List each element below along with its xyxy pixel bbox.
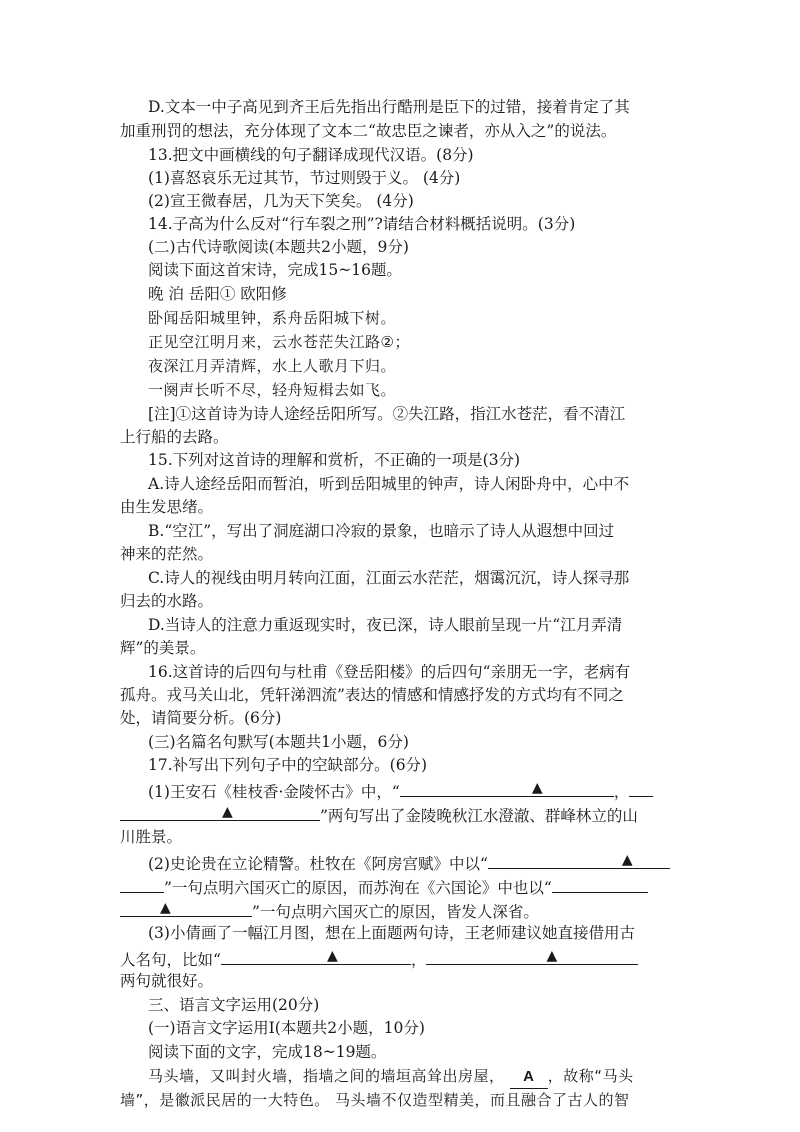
answer-blank[interactable] (426, 946, 638, 965)
section-language-heading: 三、语言文字运用(20分) (148, 996, 320, 1014)
question-17-part-3-line-3: 两句就很好。 (120, 972, 214, 990)
passage-line-1-text: 马头墙，又叫封火墙，指墙之间的墙垣高耸出房屋， (148, 1067, 505, 1085)
answer-blank[interactable] (488, 850, 670, 869)
poem-note-line-2: 上行船的去路。 (120, 428, 229, 446)
option-a-line-1: A.诗人途经岳阳而暂泊，听到岳阳城里的钟声，诗人闲卧舟中，心中不 (148, 475, 630, 493)
option-d-line-1: D.文本一中子高见到齐王后先指出行酷刑是臣下的过错，接着肯定了其 (148, 98, 630, 116)
question-17-part-3-line-2 (120, 946, 638, 971)
option-d15-line-1: D.当诗人的注意力重返现实时，夜已深，诗人眼前呈现一片“江月弄清 (148, 616, 623, 634)
option-b-line-2: 神来的茫然。 (120, 545, 214, 563)
section-dictation-heading: (三)名篇名句默写(本题共1小题，6分) (148, 733, 409, 751)
option-c-line-2: 归去的水路。 (120, 592, 214, 610)
triangle-marker: ▲ (160, 900, 171, 916)
section-language-1-heading: (一)语言文字运用Ⅰ(本题共2小题，10分) (148, 1019, 425, 1037)
question-17-part-2-line-2 (120, 874, 648, 899)
question-16-line-3: 处，请简要分析。(6分) (120, 709, 282, 727)
option-b-line-1: B.“空江”，写出了洞庭湖口冷寂的景象，也暗示了诗人从遐想中回过 (148, 522, 615, 540)
q17-3-prompt: 人名句，比如“ (120, 951, 221, 969)
q17-2-middle: ”一句点明六国灭亡的原因，而苏洵在《六国论》中也以“ (164, 879, 552, 897)
question-17-part-2-line-3 (120, 898, 539, 923)
question-17-part-1-line-3: 川胜景。 (120, 828, 183, 846)
poem-line-4: 一阕声长听不尽，轻舟短楫去如飞。 (148, 381, 397, 399)
poetry-instruction: 阅读下面这首宋诗，完成15~16题。 (148, 261, 402, 279)
option-d-line-2: 加重刑罚的想法，充分体现了文本二“故忠臣之谏者，亦从入之”的说法。 (120, 122, 617, 140)
passage-line-1 (148, 1065, 634, 1089)
answer-blank[interactable] (629, 778, 653, 797)
q17-2-prompt: (2)史论贵在立论精警。杜牧在《阿房宫赋》中以“ (148, 855, 488, 873)
question-16-line-1: 16.这首诗的后四句与杜甫《登岳阳楼》的后四句“亲朋无一字，老病有 (148, 663, 631, 681)
option-d15-line-2: 辉”的美景。 (120, 639, 206, 657)
poem-title: 晚 泊 岳阳① 欧阳修 (148, 285, 287, 303)
answer-blank[interactable] (120, 874, 164, 893)
poem-line-1: 卧闻岳阳城里钟，系舟岳阳城下树。 (148, 309, 397, 327)
poem-line-2: 正见空江明月来，云水苍茫失江路②； (148, 333, 410, 351)
poem-line-3: 夜深江月弄清辉，水上人歌月下归。 (148, 357, 397, 375)
answer-blank[interactable] (221, 946, 411, 965)
question-17-part-1-line-2 (120, 802, 638, 827)
triangle-marker: ▲ (546, 948, 558, 964)
q17-1-prompt: (1)王安石《桂枝香·金陵怀古》中，“ (148, 783, 400, 801)
question-17-part-1-line-1 (148, 778, 653, 803)
option-c-line-1: C.诗人的视线由明月转向江面，江面云水茫茫，烟霭沉沉，诗人探寻那 (148, 569, 630, 587)
answer-blank[interactable] (552, 874, 648, 893)
question-17-part-2-line-1 (148, 850, 670, 875)
triangle-marker: ▲ (621, 852, 633, 868)
answer-blank[interactable] (120, 802, 320, 821)
question-15: 15.下列对这首诗的理解和赏析，不正确的一项是(3分) (148, 451, 521, 469)
answer-blank[interactable] (120, 898, 252, 917)
question-13: 13.把文中画横线的句子翻译成现代汉语。(8分) (148, 146, 474, 164)
language-instruction: 阅读下面的文字，完成18~19题。 (148, 1043, 387, 1061)
triangle-marker: ▲ (531, 780, 543, 796)
question-14: 14.子高为什么反对“行车裂之刑”?请结合材料概括说明。(3分) (148, 215, 576, 233)
question-13-part-2: (2)宣王微春居，几为天下笑矣。 (4分) (148, 192, 414, 210)
triangle-marker: ▲ (326, 948, 338, 964)
answer-blank[interactable] (400, 778, 614, 797)
passage-line-2: 墙”，是徽派民居的一大特色。 马头墙不仅造型精美，而且融合了古人的智 (120, 1091, 630, 1109)
q17-1-comma: ， (613, 783, 630, 801)
poem-note-line-1: [注]①这首诗为诗人途经岳阳所写。②失江路，指江水苍茫，看不清江 (148, 405, 626, 423)
blank-a[interactable]: A (510, 1066, 548, 1089)
question-17-part-3-line-1: (3)小倩画了一幅江月图，想在上面题两句诗，王老师建议她直接借用古 (148, 924, 635, 942)
question-17: 17.补写出下列句子中的空缺部分。(6分) (148, 756, 428, 774)
q17-3-comma: ， (410, 951, 427, 969)
triangle-marker: ▲ (222, 804, 233, 820)
option-a-line-2: 由生发思绪。 (120, 498, 214, 516)
q17-1-suffix: ”两句写出了金陵晚秋江水澄澈、群峰林立的山 (320, 807, 638, 825)
question-13-part-1: (1)喜怒哀乐无过其节，节过则毁于义。 (4分) (148, 169, 461, 187)
q17-2-suffix: ”一句点明六国灭亡的原因，皆发人深省。 (252, 903, 539, 921)
passage-line-1-suffix: ，故称“马头 (547, 1067, 634, 1085)
question-16-line-2: 孤舟。戎马关山北，凭轩涕泗流”表达的情感和情感抒发的方式均有不同之 (120, 686, 624, 704)
section-poetry-heading: (二)古代诗歌阅读(本题共2小题，9分) (148, 238, 409, 256)
